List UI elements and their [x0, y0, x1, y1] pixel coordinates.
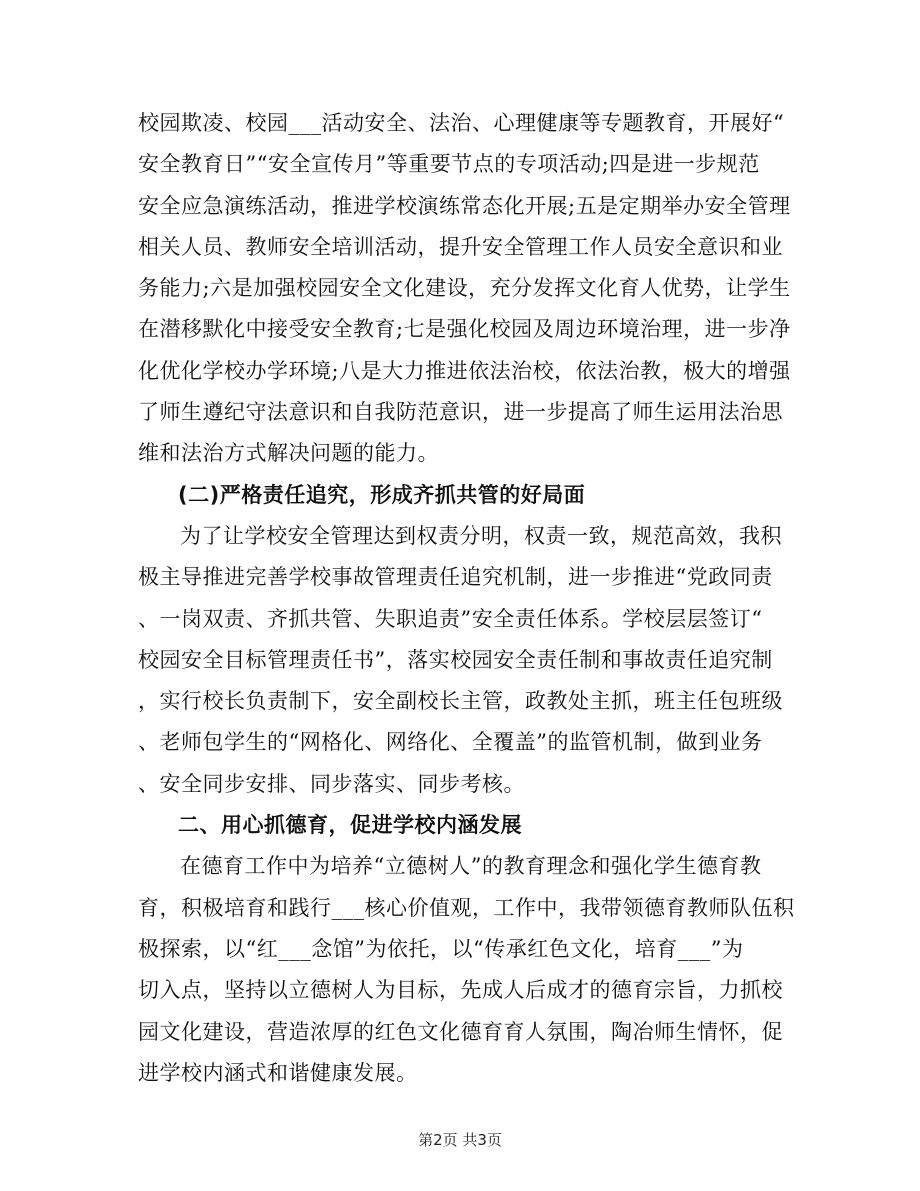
- text-line: 在潜移默化中接受安全教育;七是强化校园及周边环境治理，进一步净: [138, 317, 791, 342]
- text-line: 在德育工作中为培养“立德树人”的教育理念和强化学生德育教: [180, 854, 762, 879]
- text-line: 为了让学校安全管理达到权责分明，权责一致，规范高效，我积: [180, 523, 782, 548]
- text-line: 相关人员、教师安全培训活动，提升安全管理工作人员安全意识和业: [138, 234, 783, 259]
- text-line: 、一岗双责、齐抓共管、失职追责”安全责任体系。学校层层签订“: [138, 606, 763, 631]
- page-number: 第2页 共3页: [418, 1131, 502, 1149]
- section-heading: 二、用心抓德育，促进学校内涵发展: [178, 813, 522, 838]
- text-line: 了师生遵纪守法意识和自我防范意识，进一步提高了师生运用法治思: [138, 400, 783, 425]
- text-line: 安全教育日”“安全宣传月”等重要节点的专项活动;四是进一步规范: [138, 152, 760, 177]
- text-line: 、安全同步安排、同步落实、同步考核。: [138, 771, 525, 796]
- text-line: 进学校内涵式和谐健康发展。: [138, 1060, 418, 1085]
- text-line: 极主导推进完善学校事故管理责任追究机制，进一步推进“党政同责: [138, 565, 773, 590]
- section-heading: (二)严格责任追究，形成齐抓共管的好局面: [178, 482, 586, 507]
- text-line: 育，积极培育和践行___核心价值观，工作中，我带领德育教师队伍积: [138, 895, 795, 920]
- text-line: 化优化学校办学环境;八是大力推进依法治校，依法治教，极大的增强: [138, 358, 791, 383]
- text-line: 园文化建设，营造浓厚的红色文化德育育人氛围，陶冶师生情怀，促: [138, 1019, 783, 1044]
- text-line: 安全应急演练活动，推进学校演练常态化开展;五是定期举办安全管理: [138, 193, 791, 218]
- text-line: 校园安全目标管理责任书”，落实校园安全责任制和事故责任追究制: [138, 647, 773, 672]
- text-line: 、老师包学生的“网格化、网络化、全覆盖”的监管机制，做到业务: [138, 730, 763, 755]
- text-line: 切入点，坚持以立德树人为目标，先成人后成才的德育宗旨，力抓校: [138, 978, 783, 1003]
- text-line: 维和法治方式解决问题的能力。: [138, 441, 439, 466]
- text-line: ，实行校长负责制下，安全副校长主管，政教处主抓，班主任包班级: [138, 689, 783, 714]
- text-line: 务能力;六是加强校园安全文化建设，充分发挥文化育人优势，让学生: [138, 276, 791, 301]
- text-line: 极探索，以“红___念馆”为依托，以“传承红色文化，培育___”为: [138, 936, 744, 961]
- text-line: 校园欺凌、校园___活动安全、法治、心理健康等专题教育，开展好“: [138, 111, 785, 135]
- document-body: [138, 103, 795, 1094]
